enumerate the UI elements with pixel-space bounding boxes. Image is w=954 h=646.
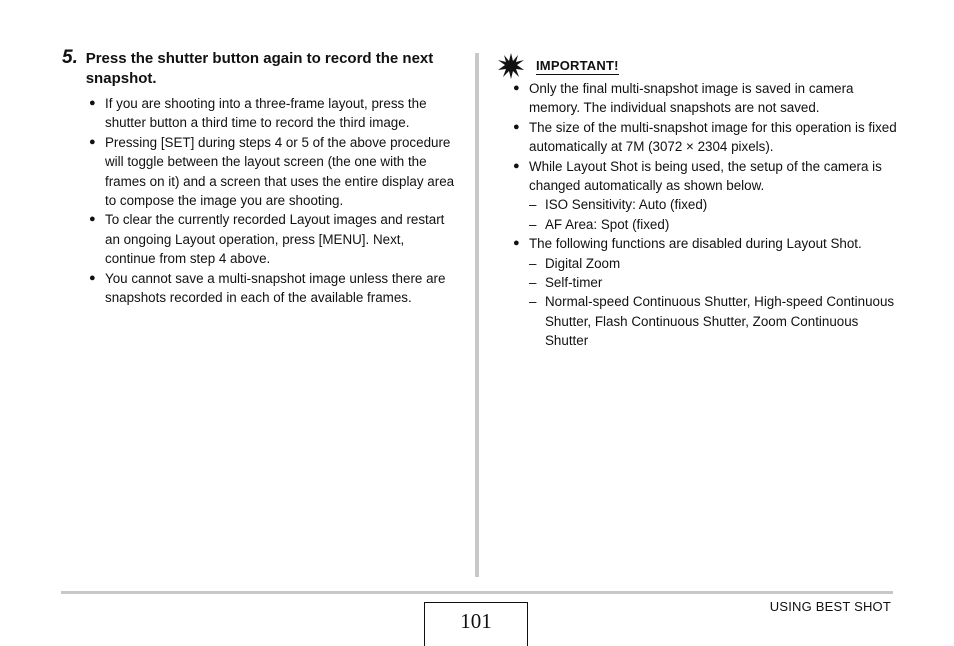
column-divider xyxy=(475,53,479,577)
step-notes-list xyxy=(62,94,457,307)
bullet-icon: ● xyxy=(89,213,96,226)
important-label: IMPORTANT! xyxy=(536,57,619,73)
list-item xyxy=(62,94,457,133)
sub-list-item xyxy=(529,292,898,350)
step-heading xyxy=(62,48,457,89)
bullet-icon: ● xyxy=(89,97,96,109)
list-item-text: The following functions are disabled during Layout Shot. xyxy=(529,236,862,252)
step-title: Press the shutter button again to record the next snapshot. xyxy=(85,50,434,87)
list-item-text: If you are shooting into a three-frame layout, press the shutter button a third time to record the third image. xyxy=(105,96,427,131)
bullet-icon: ● xyxy=(89,271,96,284)
list-item xyxy=(62,133,457,211)
list-item xyxy=(498,157,898,235)
list-item xyxy=(62,210,457,268)
dash-icon: – xyxy=(529,216,537,232)
bullet-icon: ● xyxy=(513,159,520,172)
list-item xyxy=(62,269,457,308)
important-section xyxy=(498,54,898,351)
list-item-text: To clear the currently recorded Layout images and restart an ongoing Layout operation, press [MENU]. Next, continue from step 4 above. xyxy=(105,212,445,267)
dash-icon: – xyxy=(529,294,537,310)
bullet-icon: ● xyxy=(513,237,520,250)
sub-list xyxy=(529,195,898,234)
left-column xyxy=(62,48,457,307)
sub-list xyxy=(529,254,898,351)
burst-icon xyxy=(498,53,524,79)
list-item xyxy=(498,79,898,118)
page-number: 101 xyxy=(460,609,492,633)
section-label: USING BEST SHOT xyxy=(769,599,891,614)
sub-list-item xyxy=(529,273,898,292)
sub-list-item-text: Digital Zoom xyxy=(545,255,621,271)
sub-list-item-text: ISO Sensitivity: Auto (fixed) xyxy=(545,197,708,213)
sub-list-item xyxy=(529,254,898,273)
list-item-text: You cannot save a multi-snapshot image unless there are snapshots recorded in each of the available frames. xyxy=(105,270,446,306)
list-item-text: Pressing [SET] during steps 4 or 5 of the above procedure will toggle between the layout screen (the one with the frames on it) and a screen that uses the entire display area to compose the image you are shooting. xyxy=(105,134,455,209)
list-item-text: While Layout Shot is being used, the setup of the camera is changed automatically as shown below. xyxy=(529,158,882,194)
sub-list-item xyxy=(529,195,898,214)
sub-list-item xyxy=(529,215,898,234)
dash-icon: – xyxy=(529,255,537,271)
footer-rule xyxy=(61,591,893,594)
list-item xyxy=(498,234,898,350)
important-heading xyxy=(498,54,898,78)
list-item-text: The size of the multi-snapshot image for this operation is fixed automatically at 7M (3072 × 2304 pixels). xyxy=(529,119,897,155)
important-list xyxy=(498,79,898,351)
step-number: 5. xyxy=(62,47,78,68)
bullet-icon: ● xyxy=(513,120,520,133)
list-item-text: Only the final multi-snapshot image is saved in camera memory. The individual snapshots are not saved. xyxy=(529,81,854,116)
page-number-box xyxy=(424,602,528,646)
bullet-icon: ● xyxy=(89,135,96,148)
list-item xyxy=(498,118,898,157)
dash-icon: – xyxy=(529,275,537,291)
dash-icon: – xyxy=(529,197,537,213)
sub-list-item-text: Normal-speed Continuous Shutter, High-speed Continuous Shutter, Flash Continuous Shutter, Zoom Continuous Shutter xyxy=(545,294,895,349)
sub-list-item-text: Self-timer xyxy=(545,275,603,291)
bullet-icon: ● xyxy=(513,82,520,94)
sub-list-item-text: AF Area: Spot (fixed) xyxy=(545,216,670,232)
